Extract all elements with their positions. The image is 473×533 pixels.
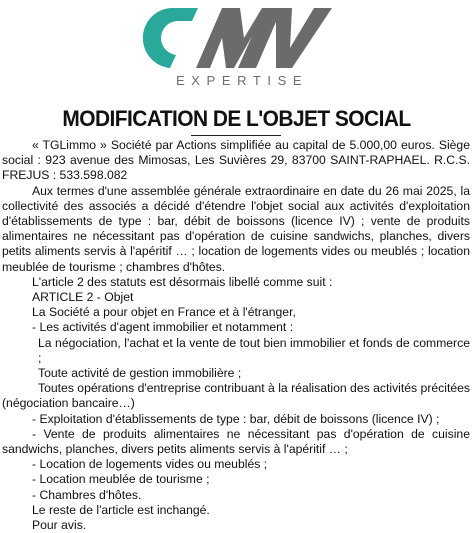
cmv-logo-mark <box>136 4 336 72</box>
list-item: - Vente de produits alimentaires ne nécessitant pas d'opération de cuisine sandwichs, planches, divers petits aliments servis à l'apéritif … ; <box>2 426 470 457</box>
logo-subtitle: EXPERTISE <box>176 73 309 88</box>
company-paragraph: « TGLimmo » Société par Actions simplifiée au capital de 5.000,00 euros. Siège social : 923 avenue des Mimosas, Les Suvières 29, 83700 SAINT-RAPHAEL. R.C.S. FREJUS : 533.598.082 <box>2 138 470 183</box>
closing-statement: Le reste de l'article est inchangé. <box>32 502 210 517</box>
list-item: Toutes opérations d'entreprise contribuant à la réalisation des activités précitées (négociation bancaire…) <box>2 381 470 411</box>
company-logo <box>0 0 473 100</box>
notice-body <box>2 138 470 533</box>
title-divider <box>191 135 281 136</box>
list-item: - Les activités d'agent immobilier et notamment : <box>32 320 294 335</box>
assembly-paragraph: Aux termes d'une assemblée générale extraordinaire en date du 26 mai 2025, la collectivité des associés a décidé d'étendre l'objet social aux activités d'exploitation d'établissements de type : bar, débit de boissons (licence IV) ; vente de produits alimentaires ne nécessitant pas d'opération de cuisine sandwichs, planches, divers petits aliments servis à l'apéritif … ; location de logements vides ou meublés ; location meublée de tourisme ; chambres d'hôtes. <box>2 183 470 274</box>
object-intro: La Société a pour objet en France et à l'étranger, <box>32 305 296 320</box>
statutes-intro: L'article 2 des statuts est désormais libellé comme suit : <box>32 274 333 289</box>
list-item: - Location de logements vides ou meublés ; <box>32 457 268 472</box>
list-item: La négociation, l'achat et la vente de tout bien immobilier et fonds de commerce ; <box>38 335 470 365</box>
list-item: Toute activité de gestion immobilière ; <box>38 366 242 381</box>
article-heading: ARTICLE 2 - Objet <box>32 290 134 305</box>
signature-line: Pour avis. <box>32 518 87 533</box>
list-item: - Chambres d'hôtes. <box>32 487 142 502</box>
list-item: - Location meublée de tourisme ; <box>32 472 210 487</box>
list-item: - Exploitation d'établissements de type : bar, débit de boissons (licence IV) ; <box>32 411 440 426</box>
page-title: MODIFICATION DE L'OBJET SOCIAL <box>62 106 411 131</box>
